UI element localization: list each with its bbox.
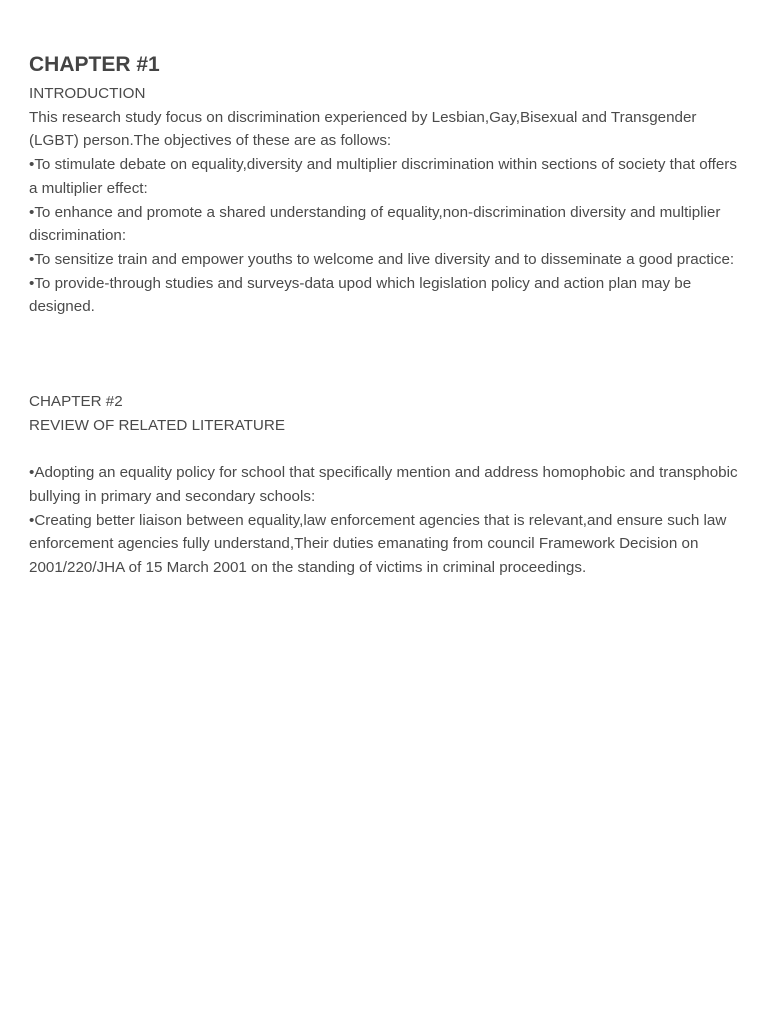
chapter-2-section (29, 390, 740, 580)
chapter-1-subtitle: INTRODUCTION (29, 85, 146, 102)
chapter-1-bullet-1: •To stimulate debate on equality,diversity and multiplier discrimination within sections of society that offers a multiplier effect: (29, 156, 737, 197)
paragraph-gap (29, 437, 740, 461)
chapter-2-title: CHAPTER #2 (29, 393, 123, 411)
chapter-1-bullet-4: •To provide-through studies and surveys-data upod which legislation policy and action plan may be designed. (29, 274, 692, 316)
chapter-2-subtitle: REVIEW OF RELATED LITERATURE (29, 416, 285, 434)
section-gap (29, 319, 740, 390)
chapter-1-intro: This research study focus on discrimination experienced by Lesbian,Gay,Bisexual and Transgender (LGBT) person.The objectives of these are as follows: (29, 108, 697, 150)
chapter-1-title: CHAPTER #1 (29, 53, 160, 76)
chapter-1-bullet-2: •To enhance and promote a shared understanding of equality,non-discrimination diversity and multiplier discrimination: (29, 203, 721, 245)
chapter-2-bullet-1: •Adopting an equality policy for school that specifically mention and address homophobic and transphobic bullying in primary and secondary schools: (29, 464, 738, 505)
chapter-1-bullet-3: •To sensitize train and empower youths to welcome and live diversity and to disseminate a good practice: (29, 250, 735, 268)
chapter-2-bullet-2: •Creating better liaison between equality,law enforcement agencies that is relevant,and ensure such law enforcement agencies fully understand,Their duties emanating from council Framework Decision on 2001/220/JHA of 15 March 2001 on the standing of victims in criminal proceedings. (29, 511, 727, 576)
chapter-1-section (29, 52, 740, 319)
